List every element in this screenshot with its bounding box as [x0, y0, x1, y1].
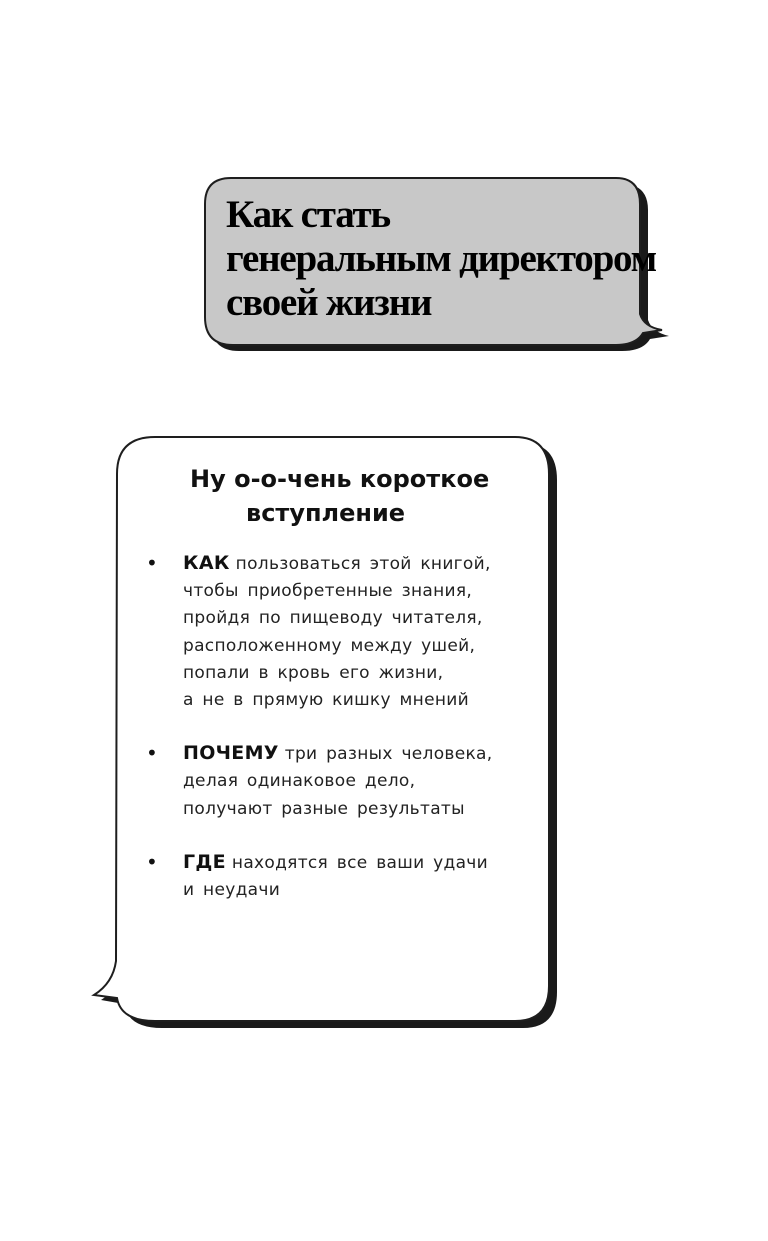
intro-heading — [130, 462, 550, 530]
list-item-kak — [146, 550, 546, 714]
keyword-kak: КАК — [183, 552, 230, 574]
list-item-text: чтобы приобретенные знания, — [183, 581, 473, 602]
keyword-pochemu: ПОЧЕМУ — [183, 742, 279, 765]
bullet-icon: • — [146, 551, 158, 575]
bullet-icon: • — [146, 741, 158, 766]
list-item-text: находятся все ваши удачи — [231, 852, 488, 873]
list-item-text: получают разные результаты — [183, 798, 465, 819]
list-item-text: пользоваться этой книгой, — [235, 554, 491, 574]
list-item-text: расположенному между ушей, — [183, 635, 476, 656]
intro-heading-line-2: вступление — [246, 499, 406, 527]
bullet-icon: • — [146, 849, 158, 874]
book-title-line-3: своей жизни — [226, 281, 432, 324]
keyword-gde: ГДЕ — [183, 850, 226, 873]
list-item-text: а не в прямую кишку мнений — [183, 690, 469, 711]
intro-heading-line-1: Ну о-о-чень короткое — [190, 465, 490, 493]
list-item-text: делая одинаковое дело, — [183, 771, 416, 792]
book-title — [226, 193, 656, 325]
list-item-text: и неудачи — [183, 880, 281, 901]
book-title-line-2: генеральным директором — [226, 237, 656, 280]
list-item-text: пройдя по пищеводу читателя, — [183, 608, 483, 629]
list-item-text: три разных человека, — [284, 744, 493, 765]
book-title-line-1: Как стать — [226, 193, 390, 236]
list-item-text: попали в кровь его жизни, — [183, 662, 444, 683]
list-item-gde — [146, 849, 546, 904]
list-item-pochemu — [146, 740, 546, 823]
intro-bullet-list — [146, 550, 546, 930]
